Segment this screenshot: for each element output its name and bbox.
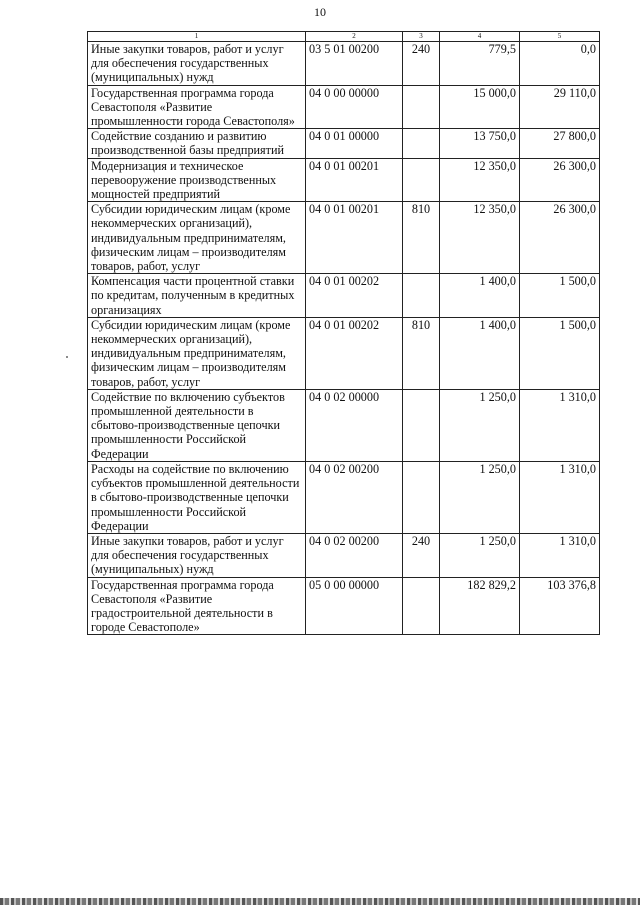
row-expense-type-cell <box>403 274 440 318</box>
row-expense-type-cell <box>403 389 440 461</box>
row-value-1-cell: 13 750,0 <box>440 129 520 158</box>
row-value-2-cell: 1 310,0 <box>520 461 600 533</box>
row-name-cell: Содействие по включению субъектов промышленной деятельности в сбытово-производственные цепочки промышленности Российской Федерации <box>88 389 306 461</box>
row-value-2-cell: 29 110,0 <box>520 85 600 129</box>
row-value-1-cell: 182 829,2 <box>440 577 520 635</box>
column-header: 2 <box>306 32 403 42</box>
row-code-cell: 04 0 00 00000 <box>306 85 403 129</box>
column-header: 1 <box>88 32 306 42</box>
row-expense-type-cell <box>403 129 440 158</box>
table-row <box>88 42 600 86</box>
row-code-cell: 04 0 02 00200 <box>306 461 403 533</box>
column-header: 5 <box>520 32 600 42</box>
row-name-cell: Субсидии юридическим лицам (кроме некоммерческих организаций), индивидуальным предпринимателям, физическим лицам – производителям товаров, работ, услуг <box>88 317 306 389</box>
row-name-cell: Государственная программа города Севастополя «Развитие градостроительной деятельности в городе Севастополе» <box>88 577 306 635</box>
table-row <box>88 389 600 461</box>
scan-edge <box>0 898 640 905</box>
row-code-cell: 04 0 01 00000 <box>306 129 403 158</box>
row-expense-type-cell: 810 <box>403 317 440 389</box>
row-expense-type-cell <box>403 85 440 129</box>
row-expense-type-cell <box>403 158 440 202</box>
row-name-cell: Модернизация и техническое перевооружение производственных мощностей предприятий <box>88 158 306 202</box>
row-code-cell: 04 0 01 00201 <box>306 202 403 274</box>
table-row <box>88 461 600 533</box>
row-value-1-cell: 779,5 <box>440 42 520 86</box>
header-row <box>88 32 600 42</box>
row-value-1-cell: 1 400,0 <box>440 317 520 389</box>
row-value-2-cell: 1 500,0 <box>520 274 600 318</box>
row-code-cell: 04 0 01 00202 <box>306 274 403 318</box>
row-value-2-cell: 26 300,0 <box>520 158 600 202</box>
row-value-1-cell: 1 250,0 <box>440 389 520 461</box>
table-row <box>88 317 600 389</box>
table-row <box>88 533 600 577</box>
row-code-cell: 03 5 01 00200 <box>306 42 403 86</box>
column-header: 4 <box>440 32 520 42</box>
budget-table <box>87 31 600 635</box>
table-row <box>88 85 600 129</box>
scan-artifact <box>66 356 68 358</box>
row-value-2-cell: 1 310,0 <box>520 389 600 461</box>
row-value-2-cell: 0,0 <box>520 42 600 86</box>
row-code-cell: 04 0 01 00201 <box>306 158 403 202</box>
table-row <box>88 129 600 158</box>
row-value-2-cell: 27 800,0 <box>520 129 600 158</box>
row-name-cell: Иные закупки товаров, работ и услуг для обеспечения государственных (муниципальных) нужд <box>88 42 306 86</box>
table-row <box>88 274 600 318</box>
row-value-2-cell: 26 300,0 <box>520 202 600 274</box>
table-row <box>88 577 600 635</box>
row-code-cell: 04 0 01 00202 <box>306 317 403 389</box>
row-value-1-cell: 12 350,0 <box>440 202 520 274</box>
row-expense-type-cell <box>403 577 440 635</box>
row-code-cell: 05 0 00 00000 <box>306 577 403 635</box>
table-row <box>88 158 600 202</box>
row-value-1-cell: 1 250,0 <box>440 533 520 577</box>
row-value-1-cell: 1 250,0 <box>440 461 520 533</box>
row-name-cell: Субсидии юридическим лицам (кроме некоммерческих организаций), индивидуальным предпринимателям, физическим лицам – производителям товаров, работ, услуг <box>88 202 306 274</box>
row-expense-type-cell <box>403 461 440 533</box>
row-name-cell: Содействие созданию и развитию производственной базы предприятий <box>88 129 306 158</box>
row-code-cell: 04 0 02 00000 <box>306 389 403 461</box>
row-code-cell: 04 0 02 00200 <box>306 533 403 577</box>
row-value-1-cell: 12 350,0 <box>440 158 520 202</box>
row-expense-type-cell: 240 <box>403 533 440 577</box>
row-value-2-cell: 1 310,0 <box>520 533 600 577</box>
table-row <box>88 202 600 274</box>
page-number: 10 <box>314 5 326 19</box>
row-value-2-cell: 1 500,0 <box>520 317 600 389</box>
row-value-1-cell: 15 000,0 <box>440 85 520 129</box>
row-name-cell: Иные закупки товаров, работ и услуг для обеспечения государственных (муниципальных) нужд <box>88 533 306 577</box>
row-value-2-cell: 103 376,8 <box>520 577 600 635</box>
column-header: 3 <box>403 32 440 42</box>
row-expense-type-cell: 810 <box>403 202 440 274</box>
row-name-cell: Расходы на содействие по включению субъектов промышленной деятельности в сбытово-производственные цепочки промышленности Российской Федерации <box>88 461 306 533</box>
row-name-cell: Компенсация части процентной ставки по кредитам, полученным в кредитных организациях <box>88 274 306 318</box>
row-expense-type-cell: 240 <box>403 42 440 86</box>
row-name-cell: Государственная программа города Севастополя «Развитие промышленности города Севастополя» <box>88 85 306 129</box>
row-value-1-cell: 1 400,0 <box>440 274 520 318</box>
